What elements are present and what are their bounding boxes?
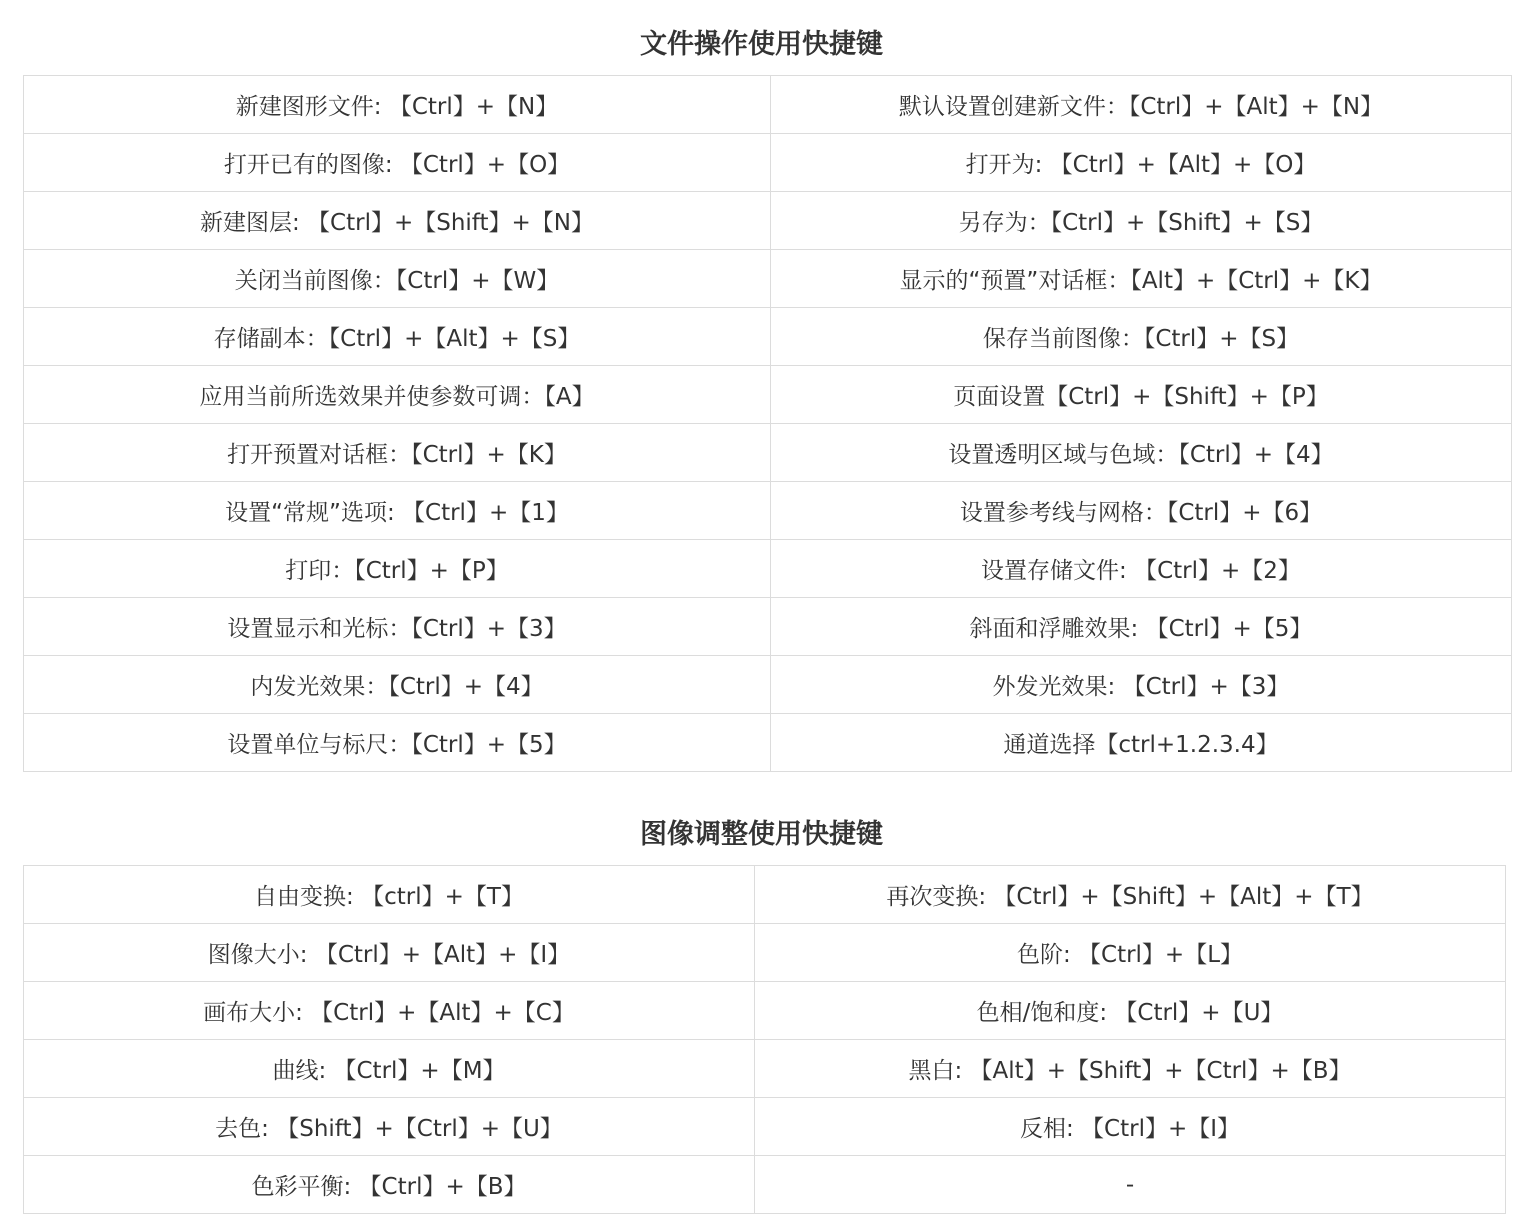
table-cell: 显示的“预置”对话框：【Alt】+【Ctrl】+【K】 bbox=[771, 250, 1512, 308]
table-cell: 关闭当前图像：【Ctrl】+【W】 bbox=[24, 250, 771, 308]
table-row bbox=[24, 1156, 1506, 1214]
table-cell: 打印：【Ctrl】+【P】 bbox=[24, 540, 771, 598]
table-cell: 设置存储文件: 【Ctrl】+【2】 bbox=[771, 540, 1512, 598]
table-row bbox=[24, 482, 1512, 540]
table-row bbox=[24, 982, 1506, 1040]
table-cell: 打开已有的图像: 【Ctrl】+【O】 bbox=[24, 134, 771, 192]
table-cell: 设置透明区域与色域：【Ctrl】+【4】 bbox=[771, 424, 1512, 482]
table-cell: 打开预置对话框：【Ctrl】+【K】 bbox=[24, 424, 771, 482]
table-row bbox=[24, 76, 1512, 134]
table-cell: 通道选择【ctrl+1.2.3.4】 bbox=[771, 714, 1512, 772]
table-row bbox=[24, 1040, 1506, 1098]
table-row bbox=[24, 714, 1512, 772]
table-cell: 画布大小: 【Ctrl】+【Alt】+【C】 bbox=[24, 982, 755, 1040]
table-cell: 去色: 【Shift】+【Ctrl】+【U】 bbox=[24, 1098, 755, 1156]
table-cell: 页面设置【Ctrl】+【Shift】+【P】 bbox=[771, 366, 1512, 424]
table-cell: 另存为：【Ctrl】+【Shift】+【S】 bbox=[771, 192, 1512, 250]
table-cell: 曲线: 【Ctrl】+【M】 bbox=[24, 1040, 755, 1098]
table-row bbox=[24, 424, 1512, 482]
table-cell: 设置“常规”选项: 【Ctrl】+【1】 bbox=[24, 482, 771, 540]
table-cell: 存储副本：【Ctrl】+【Alt】+【S】 bbox=[24, 308, 771, 366]
section-title-file-operations: 文件操作使用快捷键 bbox=[640, 29, 883, 60]
table-cell: 图像大小: 【Ctrl】+【Alt】+【I】 bbox=[24, 924, 755, 982]
table-row bbox=[24, 598, 1512, 656]
table-row bbox=[24, 866, 1506, 924]
file-shortcuts-table bbox=[23, 75, 1512, 772]
table-row bbox=[24, 308, 1512, 366]
table-cell: 新建图层: 【Ctrl】+【Shift】+【N】 bbox=[24, 192, 771, 250]
table-cell: 再次变换: 【Ctrl】+【Shift】+【Alt】+【T】 bbox=[755, 866, 1506, 924]
table-row bbox=[24, 192, 1512, 250]
table-cell: 设置显示和光标：【Ctrl】+【3】 bbox=[24, 598, 771, 656]
image-adjust-shortcuts-table bbox=[23, 865, 1506, 1214]
table-row bbox=[24, 250, 1512, 308]
table-row bbox=[24, 1098, 1506, 1156]
table-cell: 斜面和浮雕效果: 【Ctrl】+【5】 bbox=[771, 598, 1512, 656]
table-cell: 设置参考线与网格：【Ctrl】+【6】 bbox=[771, 482, 1512, 540]
table-cell: 外发光效果: 【Ctrl】+【3】 bbox=[771, 656, 1512, 714]
table-cell: 自由变换: 【ctrl】+【T】 bbox=[24, 866, 755, 924]
table-cell: 设置单位与标尺：【Ctrl】+【5】 bbox=[24, 714, 771, 772]
table-row bbox=[24, 366, 1512, 424]
table-row bbox=[24, 134, 1512, 192]
table-row bbox=[24, 540, 1512, 598]
table-cell: 内发光效果：【Ctrl】+【4】 bbox=[24, 656, 771, 714]
table-cell: 新建图形文件: 【Ctrl】+【N】 bbox=[24, 76, 771, 134]
table-row bbox=[24, 924, 1506, 982]
section-title-image-adjustments: 图像调整使用快捷键 bbox=[640, 819, 883, 850]
table-cell: 黑白: 【Alt】+【Shift】+【Ctrl】+【B】 bbox=[755, 1040, 1506, 1098]
table-cell: 色阶: 【Ctrl】+【L】 bbox=[755, 924, 1506, 982]
table-cell: - bbox=[755, 1156, 1506, 1214]
table-cell: 色相/饱和度: 【Ctrl】+【U】 bbox=[755, 982, 1506, 1040]
table-cell: 应用当前所选效果并使参数可调：【A】 bbox=[24, 366, 771, 424]
table-cell: 默认设置创建新文件：【Ctrl】+【Alt】+【N】 bbox=[771, 76, 1512, 134]
table-row bbox=[24, 656, 1512, 714]
table-cell: 色彩平衡: 【Ctrl】+【B】 bbox=[24, 1156, 755, 1214]
table-cell: 打开为: 【Ctrl】+【Alt】+【O】 bbox=[771, 134, 1512, 192]
table-cell: 保存当前图像：【Ctrl】+【S】 bbox=[771, 308, 1512, 366]
table-cell: 反相: 【Ctrl】+【I】 bbox=[755, 1098, 1506, 1156]
